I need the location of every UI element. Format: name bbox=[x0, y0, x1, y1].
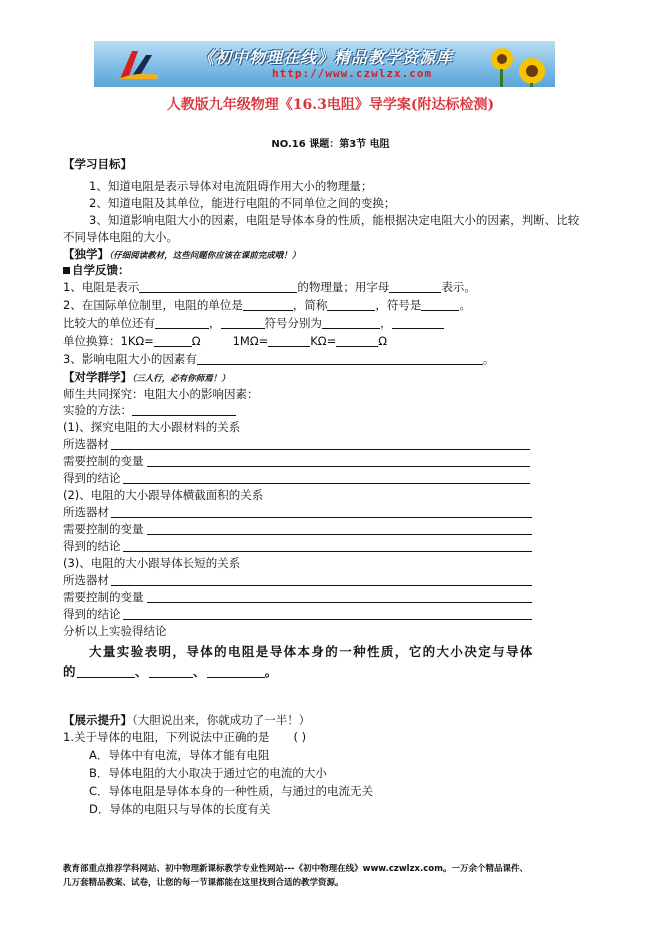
goals-heading: 【学习目标】 bbox=[63, 157, 132, 171]
goal-item: 不同导体电阻的大小。 bbox=[63, 230, 178, 244]
lesson-line: NO.16 课题：第3节 电阻 bbox=[271, 139, 390, 150]
question-2-extra: 比较大的单位还有 ， 符号分别为 ， bbox=[63, 315, 444, 331]
question-1: 1、电阻是表示 的物理量；用字母 表示。 bbox=[63, 280, 476, 294]
answer-line bbox=[111, 585, 532, 586]
showcase-heading: 【展示提升】（大胆说出来，你就成功了一半！） bbox=[63, 713, 311, 727]
answer-line bbox=[147, 602, 532, 603]
option-b: B．导体电阻的大小取决于通过它的电流的大小 bbox=[89, 766, 327, 780]
unit-conversion: 单位换算：1KΩ= Ω 1MΩ= KΩ= Ω bbox=[63, 334, 388, 348]
feedback-heading: 自学反馈： bbox=[63, 262, 130, 278]
sunflower-icon bbox=[486, 45, 550, 87]
variables-label: 需要控制的变量 bbox=[63, 454, 144, 468]
option-a: A．导体中有电流，导体才能有电阻 bbox=[89, 748, 270, 762]
method-label: 实验的方法： bbox=[63, 402, 236, 418]
summary-line-2: 的 、 、 。 bbox=[63, 664, 279, 679]
answer-line bbox=[147, 534, 532, 535]
question-2: 2、在国际单位制里，电阻的单位是 ，简称 ，符号是 。 bbox=[63, 298, 471, 312]
explore-intro: 师生共同探究：电阻大小的影响因素： bbox=[63, 387, 259, 401]
answer-line bbox=[111, 449, 530, 450]
conclusion-label: 得到的结论 bbox=[63, 539, 121, 553]
equipment-label: 所选器材 bbox=[63, 573, 109, 587]
footer-line-2: 几万套精品教案、试卷，让您的每一节课都能在这里找到合适的教学资源。 bbox=[63, 878, 344, 888]
question-3: 3、影响电阻大小的因素有 。 bbox=[63, 352, 495, 366]
banner-url: http://www.czwlzx.com bbox=[272, 67, 433, 80]
answer-line bbox=[123, 483, 530, 484]
analysis-label: 分析以上实验得结论 bbox=[63, 624, 167, 638]
equipment-label: 所选器材 bbox=[63, 437, 109, 451]
footer-line-1: 教育部重点推荐学科网站、初中物理新课标教学专业性网站---《初中物理在线》www.czwlzx.com。一万余个精品课件、 bbox=[63, 864, 528, 874]
variables-label: 需要控制的变量 bbox=[63, 522, 144, 536]
variables-label: 需要控制的变量 bbox=[63, 590, 144, 604]
conclusion-label: 得到的结论 bbox=[63, 607, 121, 621]
header-banner bbox=[94, 41, 555, 87]
answer-line bbox=[123, 551, 532, 552]
group-study-heading: 【对学群学】（三人行，必有你师焉！） bbox=[63, 370, 230, 384]
equipment-label: 所选器材 bbox=[63, 505, 109, 519]
goal-item: 3、知道影响电阻大小的因素，电阻是导体本身的性质，能根据决定电阻大小的因素，判断、比较 bbox=[89, 213, 580, 227]
section-length: (3)、电阻的大小跟导体长短的关系 bbox=[63, 556, 241, 570]
square-bullet-icon bbox=[63, 267, 70, 274]
self-study-heading: 【独学】（仔细阅读教材，这些问题你应该在课前完成哦！） bbox=[63, 247, 301, 261]
question-item: 1.关于导体的电阻，下列说法中正确的是 ( ) bbox=[63, 730, 307, 744]
goal-item: 1、知道电阻是表示导体对电流阻碍作用大小的物理量； bbox=[89, 179, 373, 193]
summary-line-1: 大量实验表明，导体的电阻是导体本身的一种性质，它的大小决定与导体 bbox=[89, 644, 534, 659]
section-area: (2)、电阻的大小跟导体横截面积的关系 bbox=[63, 488, 264, 502]
goal-item: 2、知道电阻及其单位，能进行电阻的不同单位之间的变换； bbox=[89, 196, 396, 210]
answer-line bbox=[111, 517, 532, 518]
answer-line bbox=[123, 619, 532, 620]
logo-icon bbox=[116, 45, 160, 83]
option-c: C．导体电阻是导体本身的一种性质，与通过的电流无关 bbox=[89, 784, 374, 798]
section-material: (1)、探究电阻的大小跟材料的关系 bbox=[63, 420, 241, 434]
conclusion-label: 得到的结论 bbox=[63, 471, 121, 485]
page-title: 人教版九年级物理《16.3电阻》导学案(附达标检测) bbox=[166, 97, 495, 113]
option-d: D．导体的电阻只与导体的长度有关 bbox=[89, 802, 271, 816]
banner-title: 《初中物理在线》精品教学资源库 bbox=[198, 48, 454, 67]
answer-line bbox=[147, 466, 530, 467]
